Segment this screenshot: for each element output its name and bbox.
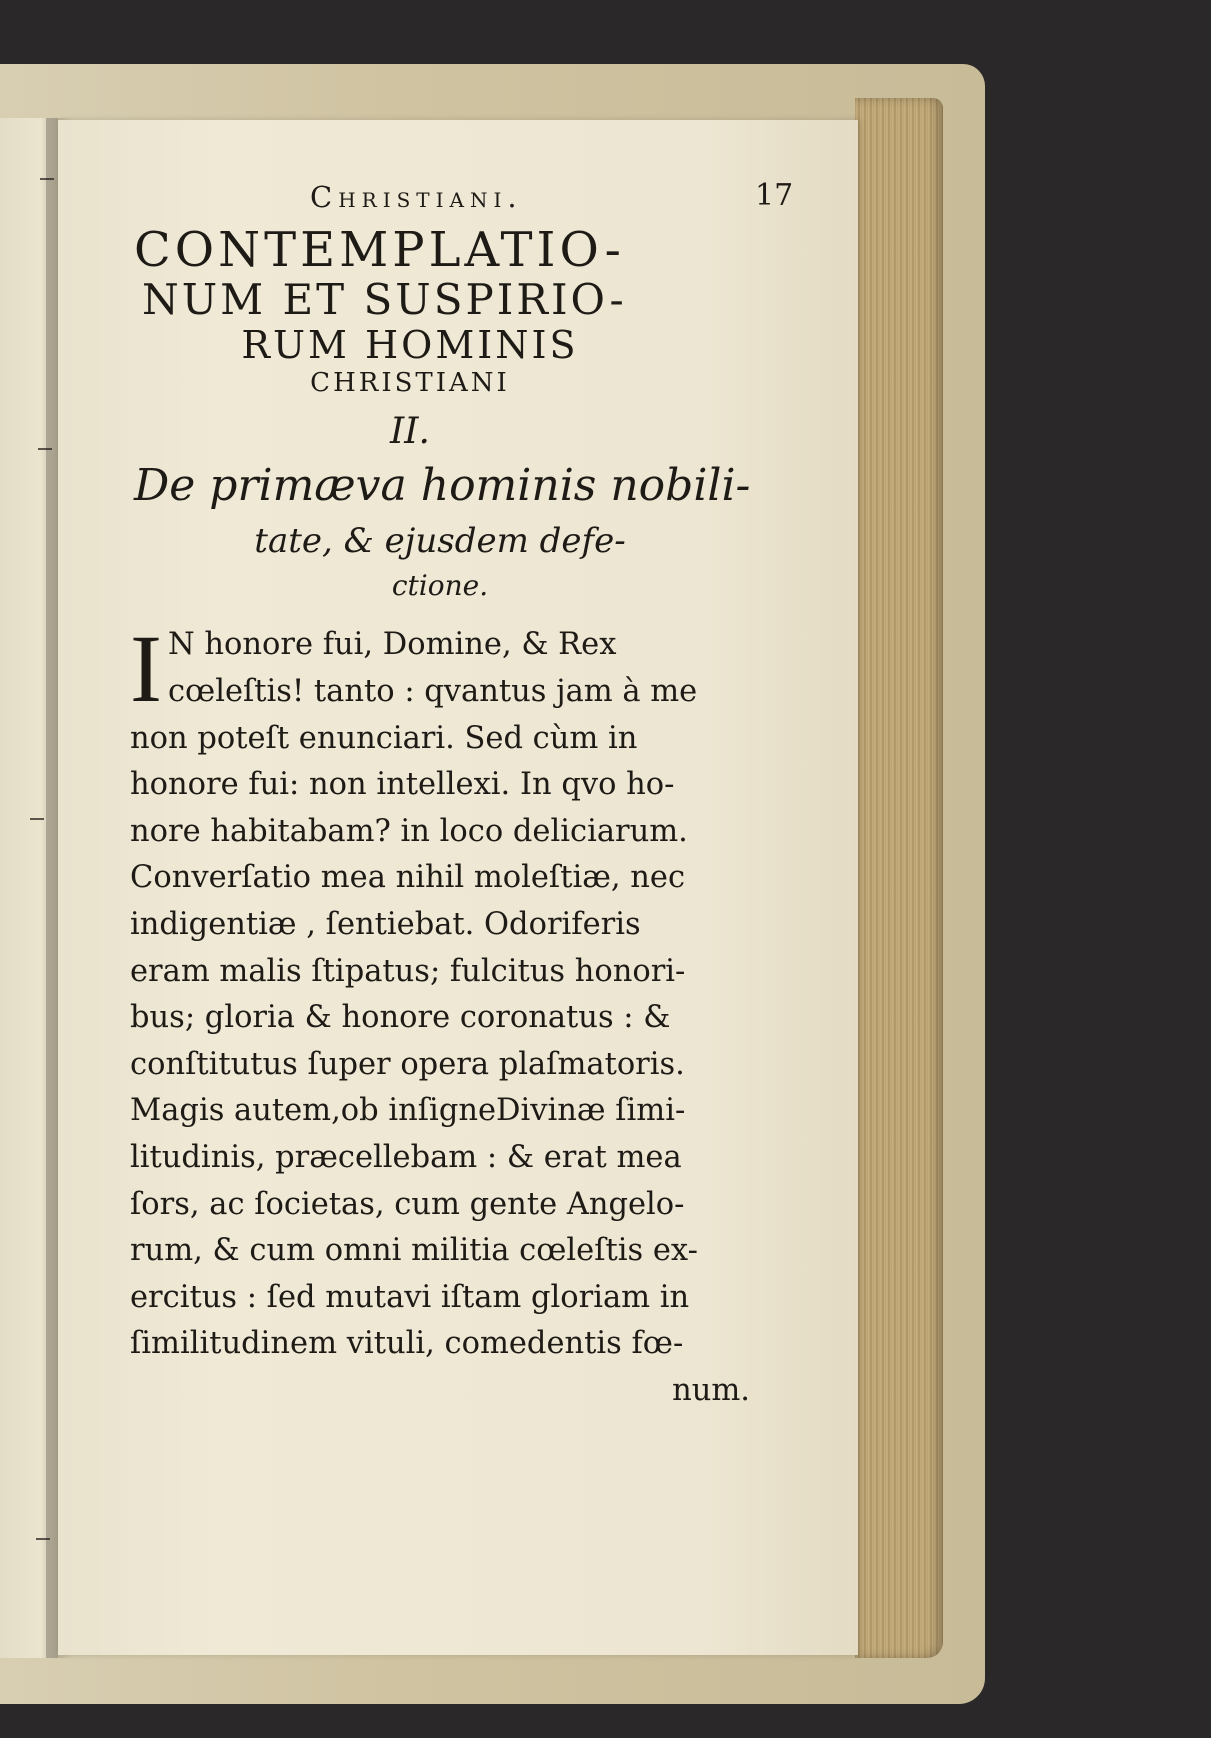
body-line: non poteſt enunciari. Sed cùm in [130,720,638,756]
body-line: Converſatio mea nihil moleſtiæ, nec [130,860,686,896]
body-line: cœleſtis! tanto : qvantus jam à me [167,673,698,709]
page-text-block [130,180,830,1414]
subtitle-line-1: De primæva hominis nobili- [134,460,751,512]
book-page [58,120,858,1655]
body-line: ercitus : ſed mutavi iſtam gloriam in [130,1279,690,1315]
title-line-2: NUM ET SUSPIRIO- [142,274,627,324]
body-line: indigentiæ , ſentiebat. Odoriferis [130,906,641,942]
body-line: honore fui: non intellexi. In qvo ho- [130,767,675,803]
body-line: rum, & cum omni militia cœleſtis ex- [130,1233,698,1269]
running-head [130,180,830,220]
body-line: litudinis, præcellebam : & erat mea [130,1139,682,1175]
body-line: conſtitutus ſuper opera plaſmatoris. [130,1046,685,1082]
page-number: 17 [755,178,794,213]
page-fore-edge [855,98,943,1658]
body-line: bus; gloria & honore coronatus : & [130,1000,671,1036]
title-line-4: CHRISTIANI [310,367,510,398]
body-line: nore habitabam? in loco deliciarum. [130,813,688,849]
subtitle-line-2: tate, & ejusdem defe- [254,521,626,562]
margin-mark [30,818,44,820]
title-line-1: CONTEMPLATIO- [134,222,625,278]
catchword: num. [672,1372,750,1408]
body-line: N honore fui, Domine, & Rex [167,627,617,663]
body-text [130,615,752,1368]
section-number: II. [390,411,430,453]
body-line: ſimilitudinem vituli, comedentis fœ- [130,1326,684,1362]
title-line-3: RUM HOMINIS [241,322,579,367]
running-head-title: Christiani. [310,180,523,214]
body-line: ſors, ac ſocietas, cum gente Angelo- [130,1186,685,1222]
body-line: eram malis ſtipatus; fulcitus honori- [130,953,686,989]
subtitle-line-3: ctione. [391,569,489,603]
body-line: Magis autem,ob inſigneDivinæ ſimi- [130,1093,686,1129]
drop-cap: I [130,615,162,723]
